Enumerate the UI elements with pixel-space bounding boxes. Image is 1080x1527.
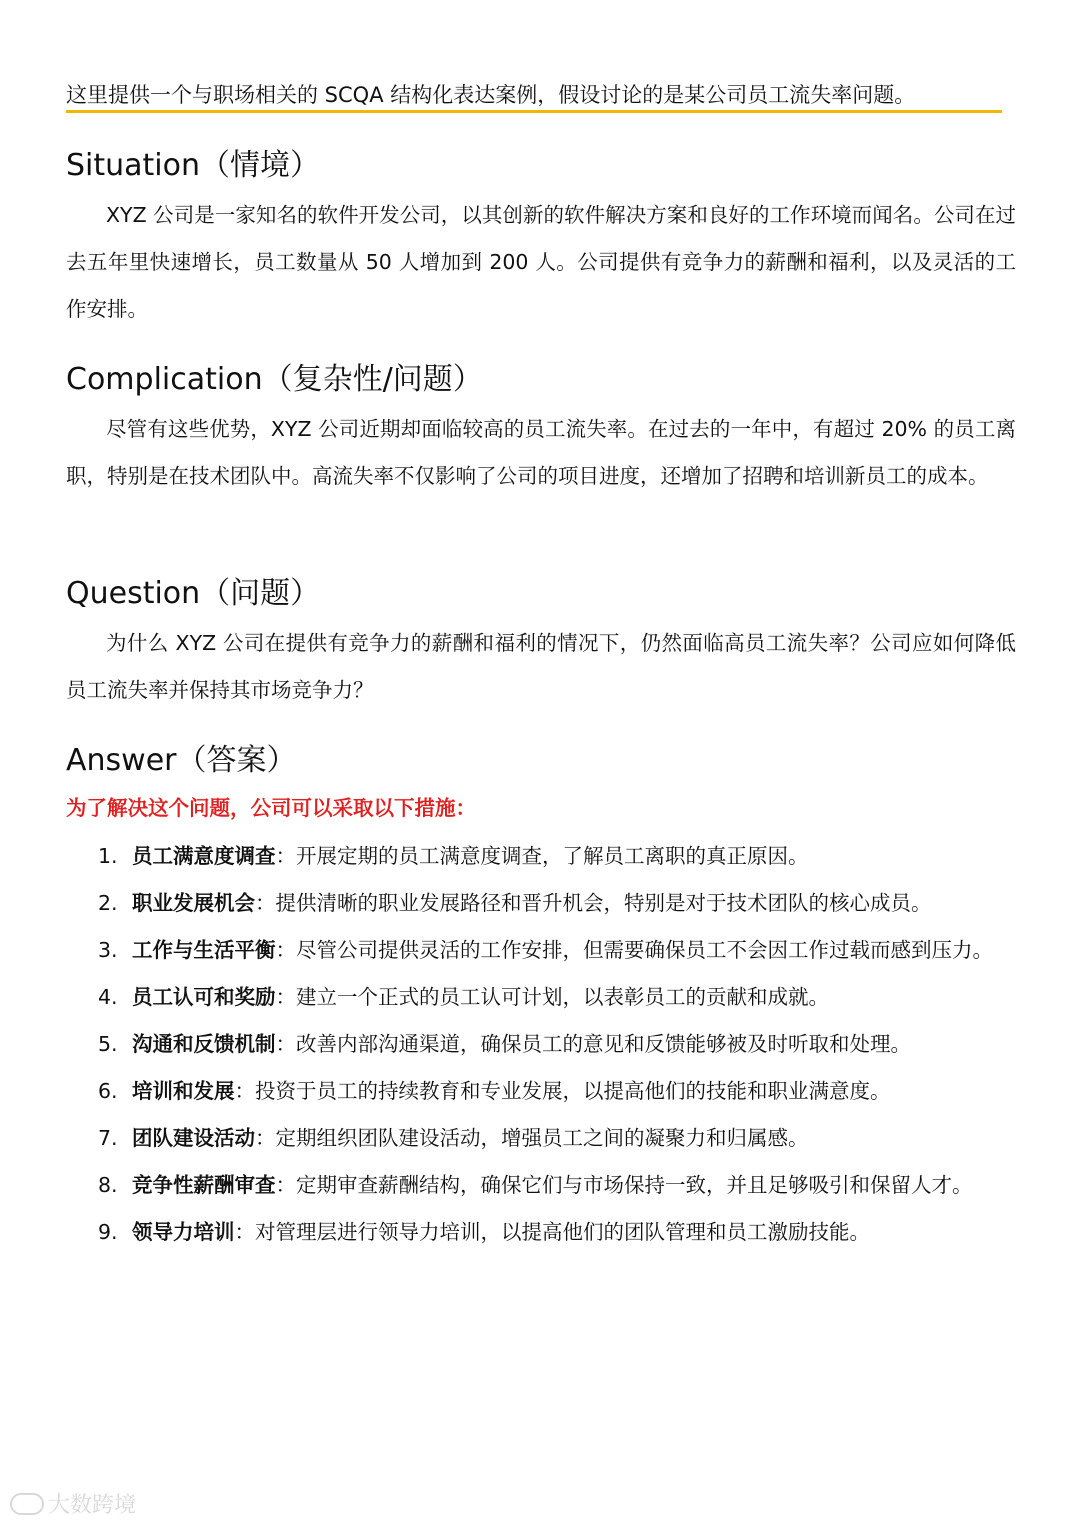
item-text: ：投资于员工的持续教育和专业发展，以提高他们的技能和职业满意度。 — [234, 1079, 891, 1103]
list-item — [66, 974, 1016, 1021]
watermark-logo-icon — [10, 1493, 44, 1515]
section-question — [66, 574, 1016, 714]
item-text: ：开展定期的员工满意度调查，了解员工离职的真正原因。 — [275, 844, 809, 868]
situation-heading: Situation（情境） — [66, 148, 321, 183]
item-text: ：改善内部沟通渠道，确保员工的意见和反馈能够被及时听取和处理。 — [275, 1032, 911, 1056]
answer-lead: 为了解决这个问题，公司可以采取以下措施： — [66, 796, 476, 820]
list-item — [66, 1068, 1016, 1115]
answer-heading: Answer（答案） — [66, 743, 297, 778]
item-term: 沟通和反馈机制 — [132, 1032, 276, 1056]
section-answer — [66, 741, 1016, 1256]
item-text: ：尽管公司提供灵活的工作安排，但需要确保员工不会因工作过载而感到压力。 — [275, 938, 993, 962]
situation-body: XYZ 公司是一家知名的软件开发公司，以其创新的软件解决方案和良好的工作环境而闻名。公司在过去五年里快速增长，员工数量从 50 人增加到 200 人。公司提供有竞争力的薪酬和福利，以及灵活的工作安排。 — [66, 203, 1016, 321]
item-term: 员工认可和奖励 — [132, 985, 276, 1009]
list-item — [66, 1162, 1016, 1209]
list-item — [66, 1209, 1016, 1256]
complication-body: 尽管有这些优势，XYZ 公司近期却面临较高的员工流失率。在过去的一年中，有超过 20% 的员工离职，特别是在技术团队中。高流失率不仅影响了公司的项目进度，还增加了招聘和培训新员工的成本。 — [66, 417, 1016, 488]
intro-underline — [66, 110, 1002, 113]
item-text: ：定期组织团队建设活动，增强员工之间的凝聚力和归属感。 — [255, 1126, 809, 1150]
watermark-text: 大数跨境 — [48, 1493, 137, 1518]
item-text: ：建立一个正式的员工认可计划，以表彰员工的贡献和成就。 — [275, 985, 829, 1009]
list-item — [66, 880, 1016, 927]
question-body: 为什么 XYZ 公司在提供有竞争力的薪酬和福利的情况下，仍然面临高员工流失率？公司应如何降低员工流失率并保持其市场竞争力？ — [66, 631, 1016, 702]
item-number: 3. — [98, 938, 118, 962]
item-number: 1. — [98, 844, 118, 868]
item-term: 领导力培训 — [132, 1220, 235, 1244]
measures-list — [66, 833, 1016, 1256]
item-number: 5. — [98, 1032, 118, 1056]
item-number: 4. — [98, 985, 118, 1009]
item-term: 培训和发展 — [132, 1079, 235, 1103]
item-term: 工作与生活平衡 — [132, 938, 276, 962]
list-item — [66, 1115, 1016, 1162]
complication-heading: Complication（复杂性/问题） — [66, 362, 483, 397]
item-number: 9. — [98, 1220, 118, 1244]
item-text: ：定期审查薪酬结构，确保它们与市场保持一致，并且足够吸引和保留人才。 — [275, 1173, 973, 1197]
list-item — [66, 927, 1016, 974]
intro-text: 这里提供一个与职场相关的 SCQA 结构化表达案例，假设讨论的是某公司员工流失率问题。 — [66, 83, 916, 107]
item-text: ：提供清晰的职业发展路径和晋升机会，特别是对于技术团队的核心成员。 — [255, 891, 932, 915]
item-number: 8. — [98, 1173, 118, 1197]
item-term: 竞争性薪酬审查 — [132, 1173, 276, 1197]
section-complication — [66, 360, 1016, 500]
item-term: 职业发展机会 — [132, 891, 255, 915]
question-heading: Question（问题） — [66, 576, 321, 611]
item-term: 员工满意度调查 — [132, 844, 276, 868]
item-number: 7. — [98, 1126, 118, 1150]
item-text: ：对管理层进行领导力培训，以提高他们的团队管理和员工激励技能。 — [234, 1220, 870, 1244]
section-situation — [66, 146, 1016, 333]
list-item — [66, 1021, 1016, 1068]
item-term: 团队建设活动 — [132, 1126, 255, 1150]
watermark — [10, 1488, 136, 1519]
list-item — [66, 833, 1016, 880]
item-number: 6. — [98, 1079, 118, 1103]
item-number: 2. — [98, 891, 118, 915]
